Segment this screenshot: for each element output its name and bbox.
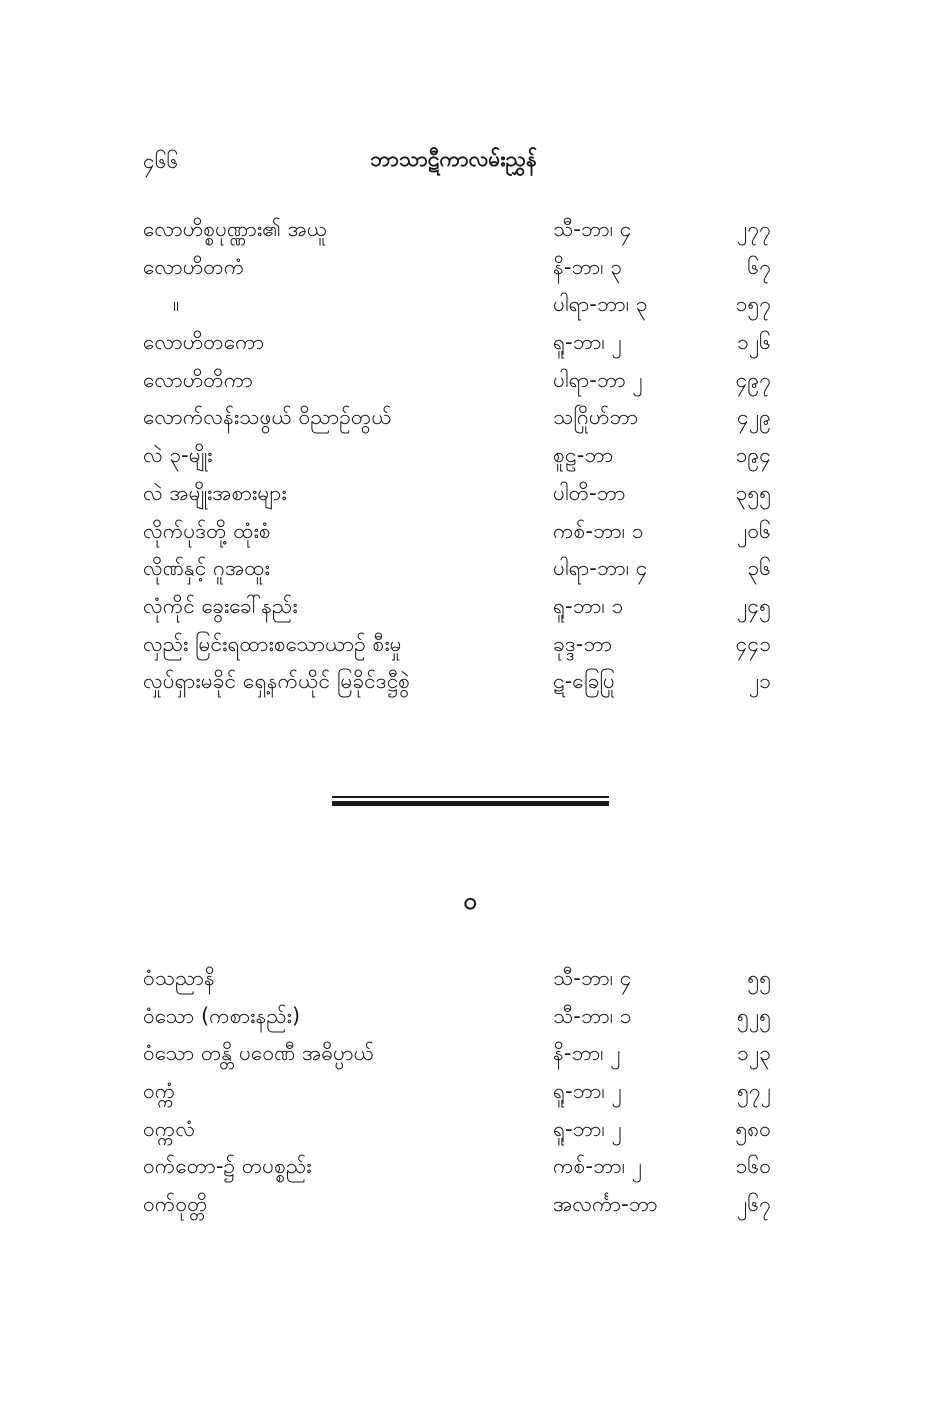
entry-page: ၃၆ — [747, 556, 771, 581]
index-entry — [143, 550, 783, 588]
entry-term: လုံကိုင် ခွေးခေါ်နည်း — [143, 593, 298, 618]
section-letter-heading: ဝ — [463, 887, 477, 915]
index-entry — [143, 1035, 783, 1073]
entry-term: လဲ အမျိုးအစားများ — [143, 480, 287, 505]
entry-term: ဝံသညာနိ — [143, 966, 215, 990]
entry-page: ၂၇၇ — [737, 217, 771, 241]
entry-term: လိုဏ်နှင့် ဂူအထူး — [143, 556, 270, 581]
entry-page: ၁၂၃ — [737, 1041, 771, 1066]
index-entry — [143, 1186, 783, 1224]
entry-source: ခုဒ္ဒ-ဘာ — [553, 631, 613, 656]
index-entry — [143, 1111, 783, 1149]
index-section-wa — [143, 960, 783, 1224]
entry-term: လောဟိတိကာ — [143, 367, 253, 392]
entry-term: ဝက်တော-၌ တပစ္စည်း — [143, 1154, 312, 1179]
entry-source: ပါရာ-ဘာ၊ ၃ — [553, 292, 648, 317]
entry-source: ကစ်-ဘာ၊ ၂ — [553, 1154, 643, 1179]
entry-term: လှည်း မြင်းရထားစသောယာဉ် စီးမှု — [143, 631, 402, 656]
index-entry — [143, 362, 783, 400]
entry-source: ပါရာ-ဘာ၊ ၄ — [553, 556, 648, 581]
entry-source: သီ-ဘာ၊ ၄ — [553, 217, 632, 241]
index-entry — [143, 626, 783, 664]
index-entry — [143, 211, 783, 249]
entry-source: စူဠ-ဘာ — [553, 443, 614, 468]
entry-source: ရူ-ဘာ၊ ၂ — [553, 1079, 622, 1104]
running-title: ဘာသာဋီကာလမ်းညွှန် — [370, 147, 537, 171]
index-entry — [143, 324, 783, 362]
entry-source: ဋ-ခြေပြု — [553, 669, 615, 694]
entry-term: ဝက်ဝုတ္တိ — [143, 1192, 208, 1217]
entry-term: လဲ ၃-မျိုး — [143, 443, 213, 468]
entry-page: ၅၂၅ — [737, 1003, 771, 1028]
entry-term: ဝက္ကလံ — [143, 1116, 196, 1141]
index-entry — [143, 1148, 783, 1186]
index-entry — [143, 663, 783, 701]
entry-page: ၃၅၅ — [735, 480, 771, 505]
entry-page: ၁၆၀ — [735, 1154, 771, 1179]
entry-term-ditto: ။ — [173, 292, 180, 317]
entry-source: နိ-ဘာ၊ ၃ — [553, 254, 623, 279]
index-entry — [143, 475, 783, 513]
entry-source: ရူ-ဘာ၊ ၁ — [553, 593, 624, 618]
section-divider-thin — [332, 796, 609, 798]
entry-page: ၂၀၆ — [737, 518, 771, 543]
entry-source: ရူ-ဘာ၊ ၂ — [553, 1116, 622, 1141]
entry-page: ၄၂၉ — [737, 405, 771, 430]
entry-source: ကစ်-ဘာ၊ ၁ — [553, 518, 644, 543]
entry-page: ၂၆၇ — [737, 1192, 771, 1217]
entry-page: ၂၁ — [748, 669, 771, 694]
entry-page: ၁၂၆ — [737, 330, 771, 355]
index-section-la — [143, 211, 783, 701]
entry-term: ဝက္ကံ — [143, 1079, 176, 1104]
index-entry — [143, 286, 783, 324]
entry-page: ၂၄၅ — [737, 593, 771, 618]
index-entry — [143, 998, 783, 1036]
entry-page: ၅၈၀ — [735, 1116, 771, 1141]
entry-term: လောဟိတကော — [143, 330, 265, 355]
entry-page: ၆၇ — [747, 254, 771, 279]
entry-term: ဝံသော တန္တိ ပဝေဏီ အဓိပ္ပာယ် — [143, 1041, 375, 1066]
index-entry — [143, 1073, 783, 1111]
entry-term: ဝံသော (ကစားနည်း) — [143, 1003, 301, 1028]
entry-source: နိ-ဘာ၊ ၂ — [553, 1041, 621, 1066]
index-entry — [143, 437, 783, 475]
entry-page: ၁၉၄ — [735, 443, 771, 468]
entry-source: သီ-ဘာ၊ ၄ — [553, 966, 632, 990]
entry-page: ၅၅ — [747, 966, 771, 990]
entry-source: သီ-ဘာ၊ ၁ — [553, 1003, 632, 1028]
index-entry — [143, 960, 783, 998]
entry-page: ၄၉၇ — [735, 367, 771, 392]
entry-term: လှုပ်ရှားမခိုင် ရှေ့နက်ယိုင် မြခိုင်ဒဋ္ဌီစွဲ — [143, 669, 410, 694]
entry-term: လောဟိတကံ — [143, 254, 245, 279]
entry-term: လောက်လန်းသဖွယ် ဝိညာဉ်တွယ် — [143, 405, 392, 430]
entry-source: အလင်္ကာ-ဘာ — [553, 1192, 658, 1217]
index-entry — [143, 588, 783, 626]
entry-source: ပါရာ-ဘာ ၂ — [553, 367, 643, 392]
entry-term: လောဟိစ္စပုဏ္ဏား၏ အယူ — [143, 217, 328, 241]
entry-page: ၅၇၂ — [737, 1079, 771, 1104]
index-entry — [143, 399, 783, 437]
section-divider-thick — [332, 801, 609, 806]
entry-page: ၁၅၇ — [735, 292, 771, 317]
entry-source: ပါတိ-ဘာ — [553, 480, 626, 505]
entry-term: လိုက်ပုဒ်တို့ ထုံးစံ — [143, 518, 271, 543]
entry-source: ရူ-ဘာ၊ ၂ — [553, 330, 622, 355]
entry-page: ၄၄၁ — [735, 631, 771, 656]
page-number: ၄၆၆ — [143, 149, 179, 173]
entry-source: သဂြိုဟ်ဘာ — [553, 405, 639, 430]
index-entry — [143, 513, 783, 551]
index-entry — [143, 249, 783, 287]
